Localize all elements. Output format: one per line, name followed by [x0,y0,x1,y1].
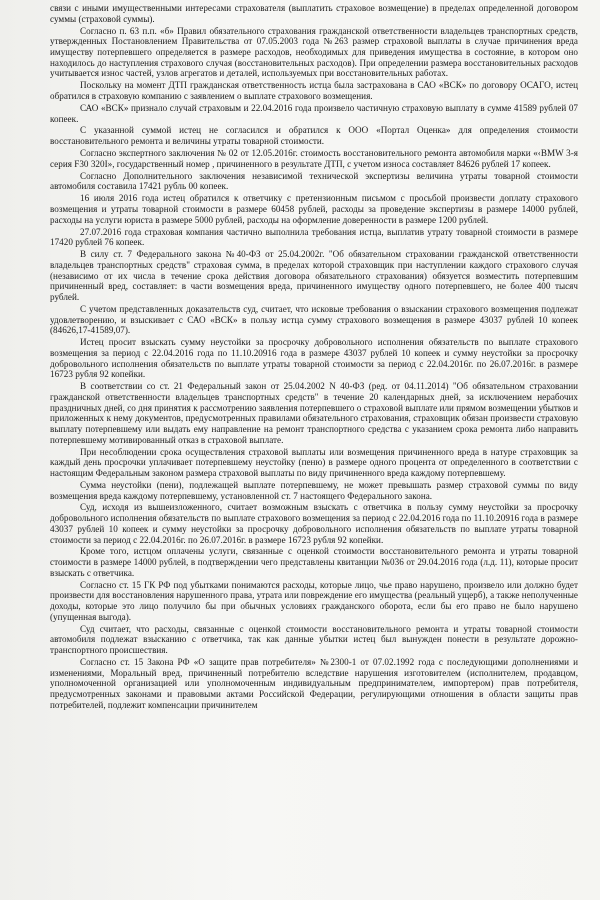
paragraph: Сумма неустойки (пени), подлежащей выплате потерпевшему, не может превышать размер страховой суммы по виду возмещения вреда каждому потерпевшему, установленной ст. 7 настоящего Федерального закона. [50,479,578,501]
paragraph: Истец просит взыскать сумму неустойки за просрочку добровольного исполнения обязательств по выплате страхового возмещения за период с 22.04.2016 года по 11.10.20916 года в размере 43037 рублей 10 копеек и сумму неустойки за просрочку добровольного исполнения обязательств по выплате утраты товарной стоимости за период с 22.04.2016г. по 26.07.2016г. в размере 16723 рубля 92 копейки. [50,337,578,380]
paragraph: Согласно п. 63 п.п. «б» Правил обязательного страхования гражданской ответственности владельцев транспортных средств, утвержденных Постановлением Правительства от 07.05.2003 года №263 размер страховой выплаты в случае причинения вреда имуществу потерпевшего определяется в размере расходов, необходимых для приведения имущества в состояние, в котором оно находилось до наступления страхового случая (восстановительных расходов). При определении размера восстановительных расходов учитывается износ частей, узлов агрегатов и деталей, используемых при восстановительных работах. [50,25,578,79]
paragraph: Суд считает, что расходы, связанные с оценкой стоимости восстановительного ремонта и утраты товарной стоимости автомобиля подлежат взысканию с ответчика, так как данные убытки истец был вынужден понести в результате дорожно-транспортного происшествия. [50,623,578,656]
paragraph: 27.07.2016 года страховая компания частично выполнила требования истца, выплатив утрату товарной стоимости в размере 17420 рублей 76 копеек. [50,226,578,248]
paragraph: Суд, исходя из вышеизложенного, считает возможным взыскать с ответчика в пользу сумму неустойки за просрочку добровольного исполнения обязательств по выплате страхового возмещения за период с 22.04.2016 года по 11.10.20916 года в размере 43037 рублей 10 копеек и сумму неустойки за просрочку добровольного исполнения обязательств по выплате утраты товарной стоимости за период с 22.04.2016г. по 26.07.2016г. в размере 16723 рубля 92 копейки. [50,502,578,545]
paragraph: САО «ВСК» признало случай страховым и 22.04.2016 года произвело частичную страховую выплату в сумме 41589 рублей 07 копеек. [50,102,578,124]
paragraph: Кроме того, истцом оплачены услуги, связанные с оценкой стоимости восстановительного ремонта и утраты товарной стоимости в размере 14000 рублей, в подтверждении чего представлены квитанции №036 от 29.04.2016 года (л.д. 11), которые просит взыскать с ответчика. [50,546,578,578]
paragraph: С указанной суммой истец не согласился и обратился к ООО «Портал Оценка» для определения стоимости восстановительного ремонта и величины утраты товарной стоимости. [50,125,578,147]
paragraph: Согласно экспертного заключения № 02 от 12.05.2016г. стоимость восстановительного ремонта автомобиля марки «‹BMW 3-я серия F30 320I», государственный номер , причиненного в результате ДТП, с учетом износа составляет 84626 рублей 17 копеек. [50,148,578,169]
paragraph: При несоблюдении срока осуществления страховой выплаты или возмещения причиненного вреда в натуре страховщик за каждый день просрочки уплачивает потерпевшему неустойку (пеню) в размере одного процента от определенного в соответствии с настоящим Федеральным законом размера страховой выплаты по виду причиненного вреда каждому потерпевшему. [50,446,578,478]
paragraph: Согласно ст. 15 ГК РФ под убытками понимаются расходы, которые лицо, чье право нарушено, произвело или должно будет произвести для восстановления нарушенного права, утрата или повреждение его имущества (реальный ущерб), а также неполученные доходы, которые это лицо получило бы при обычных условиях гражданского оборота, если бы его право не было нарушено (упущенная выгода). [50,579,578,622]
document-body [50,3,578,711]
paragraph: В соответствии со ст. 21 Федеральный закон от 25.04.2002 N 40-ФЗ (ред. от 04.11.2014) "Об обязательном страховании гражданской ответственности владельцев транспортных средств" в течение 20 календарных дней, за исключением нерабочих праздничных дней, со дня принятия к рассмотрению заявления потерпевшего о страховой выплате или прямом возмещении убытков и приложенных к нему документов, предусмотренных правилами обязательного страхования, страховщик обязан произвести страховую выплату потерпевшему или выдать ему направление на ремонт транспортного средства с указанием срока ремонта либо направить потерпевшему мотивированный отказ в страховой выплате. [50,381,578,445]
paragraph: В силу ст. 7 Федерального закона №40-ФЗ от 25.04.2002г. "Об обязательном страховании гражданской ответственности владельцев транспортных средств" страховая сумма, в пределах которой страховщик при наступлении каждого страхового случая (независимо от их числа в течение срока действия договора обязательного страхования) обязуется возместить потерпевшим причиненный вред, составляет: в части возмещения вреда, причиненного имуществу одного потерпевшего, не более 400 тысяч рублей. [50,249,578,302]
paragraph: Согласно ст. 15 Закона РФ «О защите прав потребителя» №2300-1 от 07.02.1992 года с последующими дополнениями и изменениями, Моральный вред, причиненный потребителю вследствие нарушения изготовителем (исполнителем, продавцом, уполномоченной организацией или уполномоченным индивидуальным предпринимателем, импортером) прав потребителя, предусмотренных законами и правовыми актами Российской Федерации, регулирующими отношения в области защиты прав потребителей, подлежит компенсации причинителем [50,657,578,710]
paragraph: Поскольку на момент ДТП гражданская ответственность истца была застрахована в САО «ВСК» по договору ОСАГО, истец обратился в страховую компанию с заявлением о выплате страхового возмещения. [50,80,578,101]
paragraph: Согласно Дополнительного заключения независимой технической экспертизы величина утраты товарной стоимости автомобиля составила 17421 рубль 00 копеек. [50,170,578,192]
paragraph: С учетом представленных доказательств суд, считает, что исковые требования о взыскании страхового возмещения подлежат удовлетворению, и взыскивает с САО «ВСК» в пользу истца сумму страхового возмещения в размере 43037 рублей 10 копеек (84626,17-41589,07). [50,303,578,336]
paragraph: связи с иными имущественными интересами страхователя (выплатить страховое возмещение) в пределах определенной договором суммы (страховой суммы). [50,3,578,24]
paragraph: 16 июля 2016 года истец обратился к ответчику с претензионным письмом с просьбой произвести доплату страхового возмещения и утраты товарной стоимости в размере 60458 рублей, расходы за проведение экспертизы в размере 14000 рублей, расходы на услуги юриста в размере 5000 рублей, расходы на оформление доверенности в размере 1200 рублей. [50,193,578,225]
